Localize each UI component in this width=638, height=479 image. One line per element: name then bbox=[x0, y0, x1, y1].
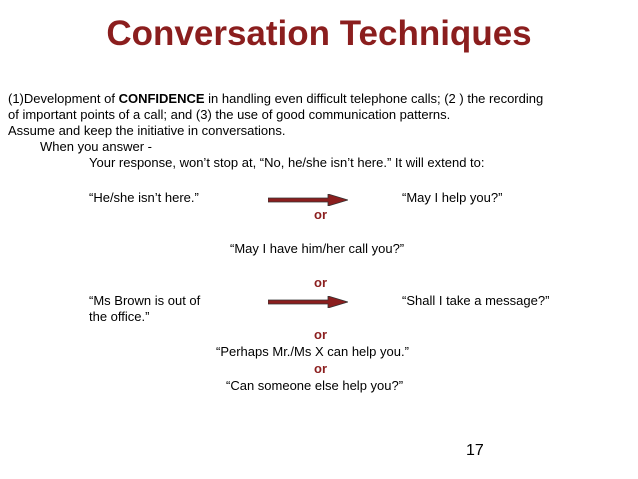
row2-arrow-icon bbox=[268, 296, 348, 308]
intro-text-part2: in handling even difficult telephone calls; (2 ) the recording bbox=[204, 91, 544, 106]
or-separator-2: or bbox=[314, 275, 327, 290]
or-separator-4: or bbox=[314, 361, 327, 376]
confidence-emphasis: CONFIDENCE bbox=[118, 91, 205, 106]
assume-line: Assume and keep the initiative in conversations. bbox=[8, 123, 286, 138]
or-separator-1: or bbox=[314, 207, 327, 222]
row1-right-option: “May I help you?” bbox=[402, 190, 503, 205]
middle-option: “May I have him/her call you?” bbox=[230, 241, 405, 256]
option-someone-else: “Can someone else help you?” bbox=[226, 378, 404, 393]
intro-line-1 bbox=[8, 91, 543, 106]
row2-left-line1: “Ms Brown is out of bbox=[89, 293, 201, 308]
option-perhaps: “Perhaps Mr./Ms X can help you.” bbox=[216, 344, 409, 359]
slide-title: Conversation Techniques bbox=[106, 14, 532, 53]
row1-arrow-icon bbox=[268, 194, 348, 206]
intro-text-part1: (1)Development of bbox=[8, 91, 119, 106]
row2-right-option: “Shall I take a message?” bbox=[402, 293, 550, 308]
intro-line-2: of important points of a call; and (3) the use of good communication patterns. bbox=[8, 107, 451, 122]
or-separator-3: or bbox=[314, 327, 327, 342]
row1-left-statement: “He/she isn’t here.” bbox=[89, 190, 199, 205]
response-line: Your response, won’t stop at, “No, he/she isn’t here.” It will extend to: bbox=[89, 155, 485, 170]
row2-left-line2: the office.” bbox=[89, 309, 150, 324]
page-number: 17 bbox=[466, 442, 484, 459]
when-you-answer-line: When you answer - bbox=[40, 139, 152, 154]
